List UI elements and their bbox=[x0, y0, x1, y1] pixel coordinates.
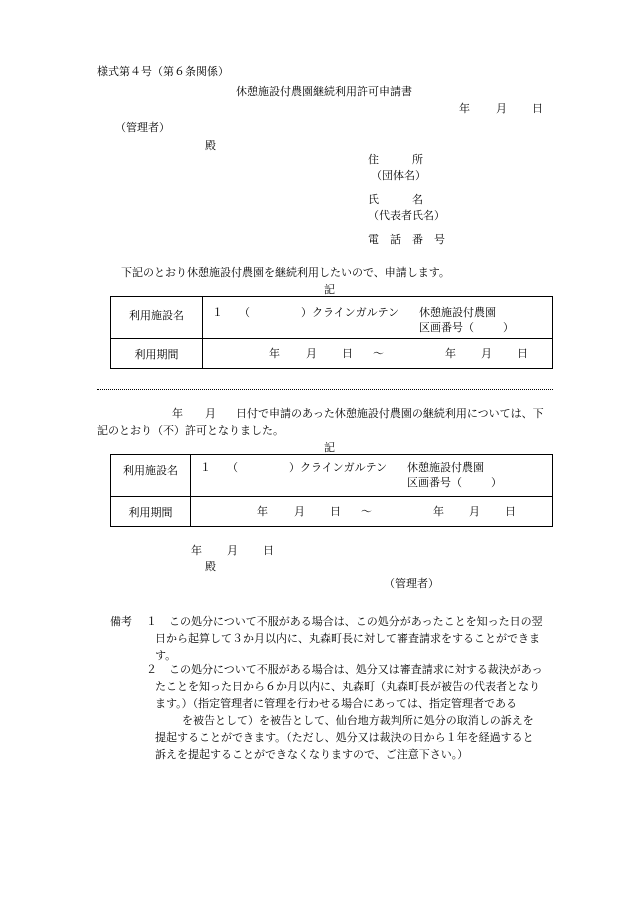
end-month: 月 bbox=[481, 347, 492, 360]
permit-year: 年 bbox=[172, 407, 183, 420]
note-1-number: １ bbox=[146, 615, 157, 628]
period-tilde-2: ～ bbox=[361, 505, 372, 518]
note-1-cont bbox=[155, 630, 540, 664]
ki-heading-1: 記 bbox=[324, 283, 335, 296]
farm-type-2: 休憩施設付農園 bbox=[407, 461, 484, 474]
note-2-line-5: 提起することができます。（ただし、処分又は裁決の日から１年を経過すると bbox=[155, 731, 534, 744]
paren-close: ） bbox=[301, 306, 312, 319]
facility-cell bbox=[203, 297, 553, 339]
page-title: 休憩施設付農園継続利用許可申請書 bbox=[236, 85, 412, 98]
start-month: 月 bbox=[306, 347, 317, 360]
date-year: 年 bbox=[459, 102, 470, 115]
period-label: 利用期間 bbox=[111, 339, 203, 369]
note-1-line-1: この処分について不服がある場合は、この処分があったことを知った日の翌 bbox=[169, 615, 543, 628]
org-label: （団体名） bbox=[371, 169, 426, 182]
note-2-line-6: 訴えを提起することができなくなりますので、ご注意下さい。） bbox=[155, 748, 469, 761]
end-day-2: 日 bbox=[505, 505, 516, 518]
end-day: 日 bbox=[517, 347, 528, 360]
note-2-cont bbox=[155, 678, 540, 763]
end-year-2: 年 bbox=[433, 505, 444, 518]
application-table bbox=[110, 296, 553, 369]
notes-heading: 備考 bbox=[110, 615, 132, 628]
note-2-line-1: この処分について不服がある場合は、処分又は審査請求に対する裁決があっ bbox=[169, 663, 543, 676]
note-1-line-2: 日から起算して３か月以内に、丸森町長に対して審査請求をすることができま bbox=[155, 632, 540, 645]
note-1-line-3: す。 bbox=[155, 649, 177, 662]
note-2-line-4: を被告として）を被告として、仙台地方裁判所に処分の取消しの訴えを bbox=[182, 714, 534, 727]
permit-table bbox=[110, 454, 553, 527]
name-label: 氏 名 bbox=[368, 193, 423, 206]
facility-number: １ bbox=[212, 306, 223, 319]
address-label: 住 所 bbox=[368, 153, 423, 166]
facility-number-2: １ bbox=[200, 461, 211, 474]
paren-open-2: （ bbox=[227, 461, 238, 474]
start-day: 日 bbox=[342, 347, 353, 360]
rep-label: （代表者氏名） bbox=[368, 209, 445, 222]
garden-name: クラインガルテン bbox=[312, 306, 400, 319]
farm-type: 休憩施設付農園 bbox=[419, 306, 496, 319]
permit-admin: （管理者） bbox=[384, 577, 439, 590]
paren-close-2: ） bbox=[289, 461, 300, 474]
plot-number-2: 区画番号（ bbox=[407, 476, 462, 489]
permit-month: 月 bbox=[205, 407, 216, 420]
period-cell bbox=[203, 339, 553, 369]
garden-name-2: クラインガルテン bbox=[300, 461, 388, 474]
request-text: 下記のとおり休憩施設付農園を継続利用したいので、申請します。 bbox=[121, 266, 450, 279]
start-year: 年 bbox=[269, 347, 280, 360]
plot-close: ） bbox=[503, 321, 514, 334]
addressee-dono: 殿 bbox=[205, 139, 216, 152]
addressee-admin: （管理者） bbox=[115, 121, 170, 134]
permit-date-year: 年 bbox=[191, 544, 202, 557]
end-month-2: 月 bbox=[469, 505, 480, 518]
end-year: 年 bbox=[445, 347, 456, 360]
cut-line bbox=[97, 389, 553, 390]
permit-line2: 記のとおり（不）許可となりました。 bbox=[97, 424, 284, 437]
start-month-2: 月 bbox=[294, 505, 305, 518]
permit-date-day: 日 bbox=[263, 544, 274, 557]
permit-line1: 日付で申請のあった休憩施設付農園の継続利用については、下 bbox=[236, 407, 544, 420]
start-day-2: 日 bbox=[330, 505, 341, 518]
facility-label: 利用施設名 bbox=[111, 297, 203, 339]
period-tilde: ～ bbox=[373, 347, 384, 360]
date-day: 日 bbox=[532, 102, 543, 115]
date-month: 月 bbox=[496, 102, 507, 115]
start-year-2: 年 bbox=[257, 505, 268, 518]
paren-open: （ bbox=[239, 306, 250, 319]
note-2 bbox=[169, 661, 543, 678]
note-2-line-2: たことを知った日から６か月以内に、丸森町（丸森町長が被告の代表者となり bbox=[155, 680, 540, 693]
plot-number: 区画番号（ bbox=[419, 321, 474, 334]
period-cell-2 bbox=[191, 497, 553, 527]
permit-dono: 殿 bbox=[205, 560, 216, 573]
plot-close-2: ） bbox=[491, 476, 502, 489]
note-2-line-3: ます。）（指定管理者に管理を行わせる場合にあっては、指定管理者である bbox=[155, 697, 518, 710]
permit-date-month: 月 bbox=[227, 544, 238, 557]
form-number: 様式第４号（第６条関係） bbox=[97, 65, 229, 78]
ki-heading-2: 記 bbox=[324, 441, 335, 454]
period-label-2: 利用期間 bbox=[111, 497, 191, 527]
note-1 bbox=[169, 613, 543, 630]
phone-label: 電 話 番 号 bbox=[368, 233, 445, 246]
note-2-number: ２ bbox=[146, 663, 157, 676]
facility-label-2: 利用施設名 bbox=[111, 455, 191, 497]
facility-cell-2 bbox=[191, 455, 553, 497]
